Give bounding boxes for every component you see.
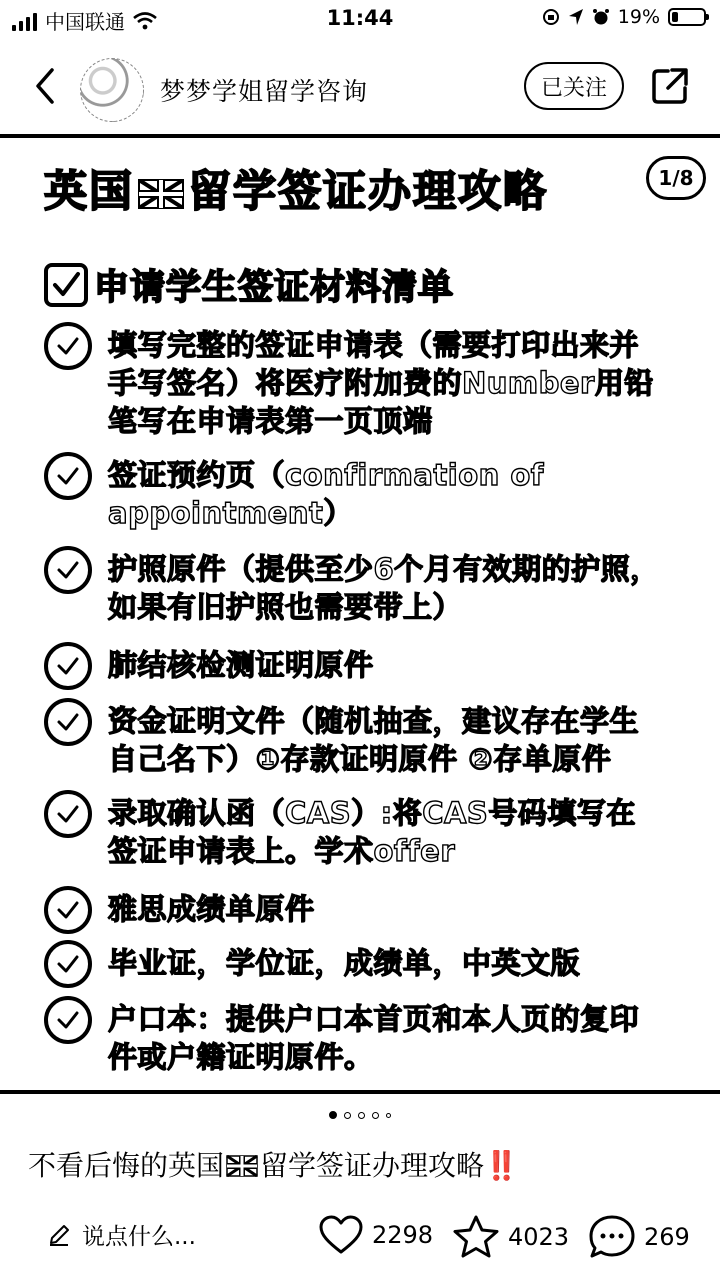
carousel-dot: [344, 1112, 351, 1119]
section-title: 申请学生签证材料清单: [94, 268, 455, 308]
collect-button[interactable]: [452, 1214, 569, 1260]
checklist-item: [44, 326, 660, 440]
like-count: 2298: [372, 1221, 434, 1249]
carousel-indicator: [0, 1111, 720, 1119]
checklist-item-text: 护照原件（提供至少6个月有效期的护照，如果有旧护照也需要带上）: [108, 552, 660, 624]
checklist-item-text: 录取确认函（CAS）:将CAS号码填写在签证申请表上。学术offer: [108, 796, 636, 868]
section-header: [44, 260, 454, 310]
alarm-icon: [592, 8, 610, 26]
card-title-part2: 留学签证办理攻略: [188, 167, 548, 217]
uk-flag-icon: [138, 179, 184, 209]
checklist-item: [44, 890, 660, 934]
comment-button[interactable]: [588, 1214, 690, 1260]
avatar[interactable]: [80, 58, 144, 122]
top-nav: [0, 44, 720, 130]
comment-placeholder: 说点什么...: [82, 1224, 196, 1250]
card-title: [44, 158, 548, 220]
comment-bubble-icon: [588, 1214, 636, 1260]
check-circle-icon: [44, 886, 92, 934]
checklist-item-text: 填写完整的签证申请表（需要打印出来并手写签名）将医疗附加费的Number用铅笔写在申请表第一页顶端: [108, 328, 654, 438]
share-icon[interactable]: [650, 66, 690, 106]
carousel-dot-active: [329, 1111, 337, 1119]
pencil-icon: [46, 1222, 72, 1248]
checklist-item-text: 资金证明文件（随机抽查，建议存在学生自己名下）①存款证明原件 ②存单原件: [108, 704, 640, 776]
checklist-item: [44, 944, 660, 988]
carousel-dot: [358, 1112, 365, 1119]
author-name[interactable]: 梦梦学姐留学咨询: [160, 77, 369, 106]
checklist-item: [44, 702, 660, 778]
back-icon[interactable]: [28, 64, 64, 108]
checklist-item-text: 雅思成绩单原件: [108, 892, 315, 926]
location-icon: [568, 8, 584, 26]
checklist-item-text: 户口本：提供户口本首页和本人页的复印件或户籍证明原件。: [108, 1002, 640, 1074]
collect-count: 4023: [508, 1223, 570, 1251]
heart-icon: [318, 1214, 364, 1256]
note-title-part2: 留学签证办理攻略: [260, 1149, 485, 1182]
check-circle-icon: [44, 790, 92, 838]
orientation-lock-icon: [542, 8, 560, 26]
page-indicator: 1/8: [646, 156, 706, 200]
checklist-item: [44, 550, 660, 626]
checklist-item: [44, 1000, 660, 1076]
star-icon: [452, 1214, 500, 1260]
check-circle-icon: [44, 322, 92, 370]
bottom-bar: [0, 1200, 720, 1280]
card-title-part1: 英国: [44, 167, 134, 217]
battery-percent: 19%: [617, 6, 660, 28]
carousel-dot: [386, 1113, 391, 1118]
double-exclamation: ‼️: [484, 1149, 520, 1182]
checklist-item-text: 签证预约页（confirmation of appointment）: [108, 458, 544, 530]
note-image-card[interactable]: [0, 134, 720, 1094]
battery-icon: [668, 8, 706, 26]
follow-button[interactable]: 已关注: [524, 62, 624, 110]
comment-count: 269: [644, 1223, 690, 1251]
comment-input[interactable]: [46, 1218, 196, 1251]
check-circle-icon: [44, 546, 92, 594]
like-button[interactable]: [318, 1214, 433, 1256]
note-title: [28, 1144, 520, 1184]
check-circle-icon: [44, 642, 92, 690]
carousel-dot: [372, 1112, 379, 1119]
checkbox-icon: [44, 263, 88, 307]
check-circle-icon: [44, 940, 92, 988]
checklist-item: [44, 646, 660, 690]
check-circle-icon: [44, 698, 92, 746]
checklist-item: [44, 794, 660, 870]
clock: 11:44: [326, 6, 394, 30]
uk-flag-icon: [226, 1155, 258, 1177]
note-title-part1: 不看后悔的英国: [28, 1149, 225, 1182]
carrier-label: 中国联通: [45, 10, 125, 34]
checklist-item-text: 肺结核检测证明原件: [108, 648, 374, 682]
status-bar: [0, 0, 720, 38]
checklist-item: [44, 456, 660, 532]
check-circle-icon: [44, 996, 92, 1044]
checklist-item-text: 毕业证，学位证，成绩单，中英文版: [108, 946, 581, 980]
check-circle-icon: [44, 452, 92, 500]
